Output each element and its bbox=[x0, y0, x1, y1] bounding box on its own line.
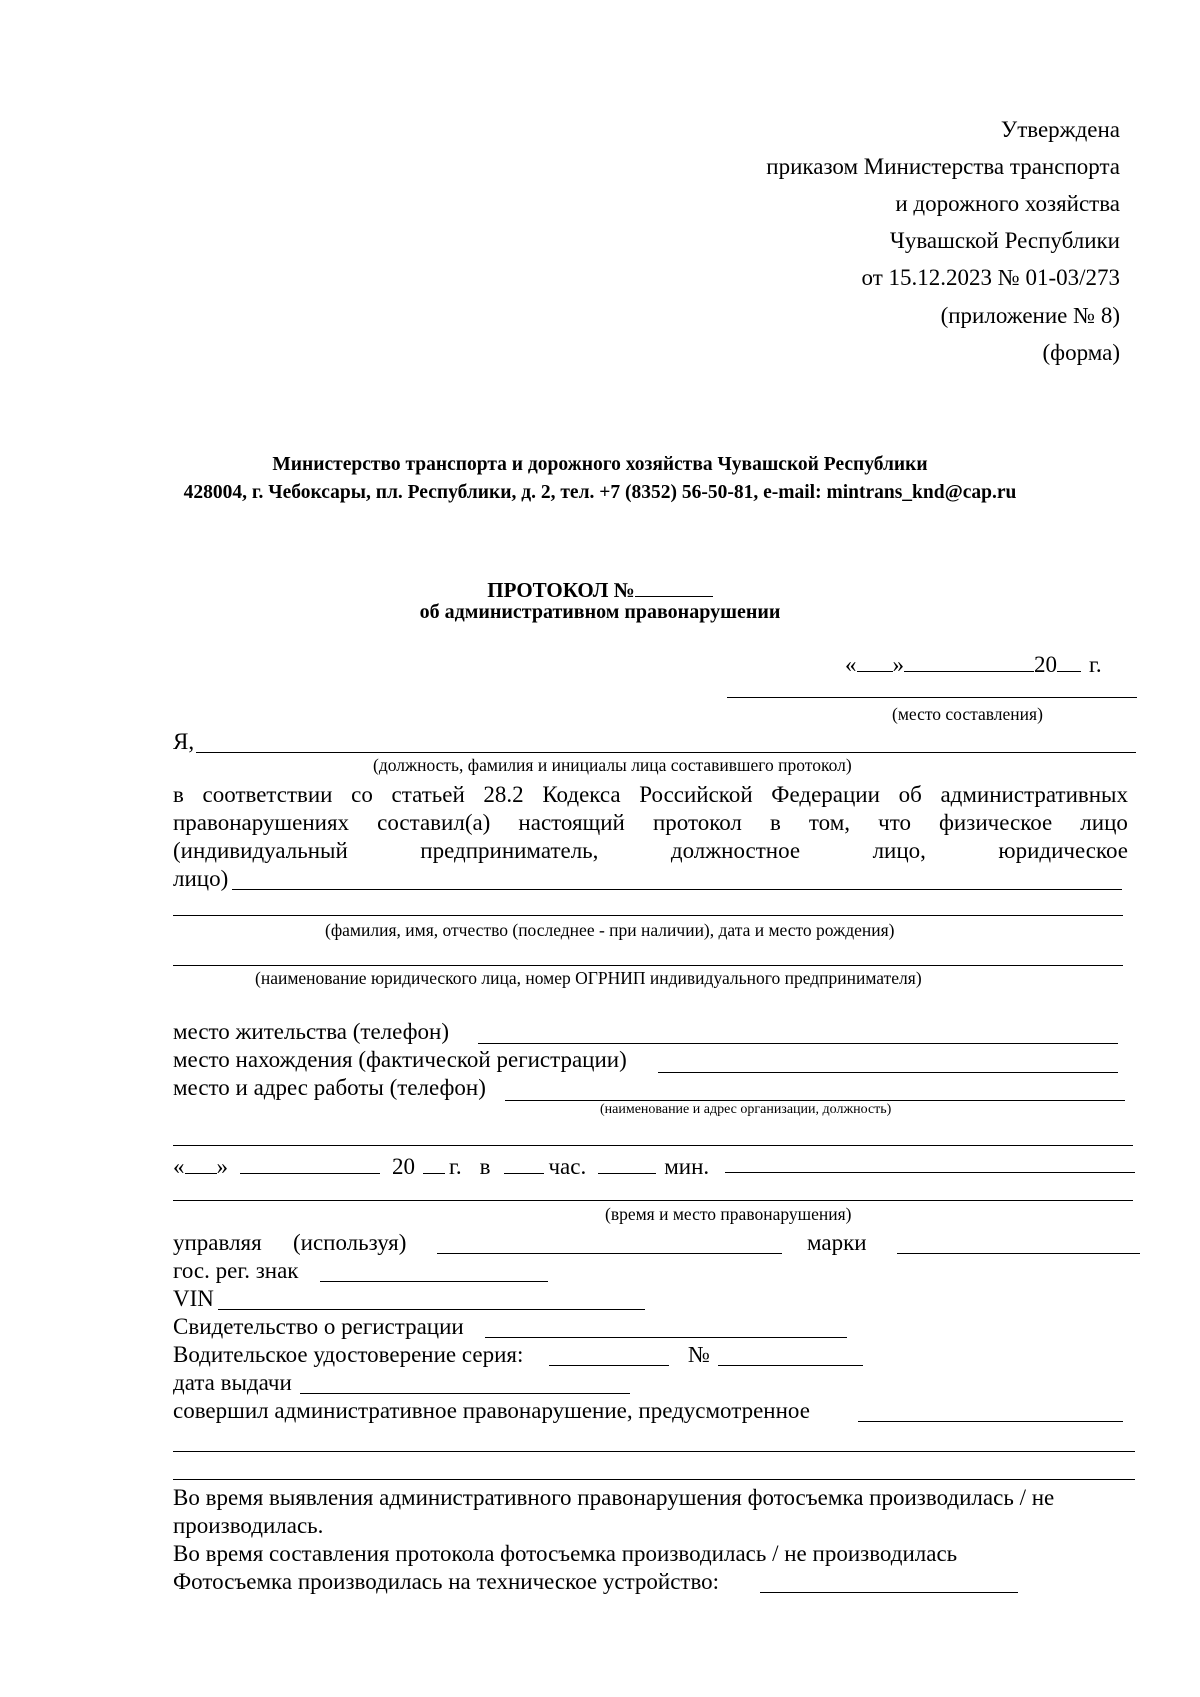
article-field-3[interactable] bbox=[173, 1479, 1135, 1480]
photo-line-2: Во время составления протокола фотосъемка производилась / не производилась bbox=[173, 1541, 958, 1566]
time-month-field[interactable] bbox=[240, 1150, 380, 1174]
date-year-suffix: г. bbox=[1089, 652, 1102, 677]
legal-field[interactable] bbox=[173, 965, 1123, 966]
registration-field[interactable] bbox=[485, 1337, 847, 1338]
time-hour-label: час. bbox=[548, 1154, 587, 1179]
legal-caption: (наименование юридического лица, номер ОГРНИП индивидуального предпринимателя) bbox=[255, 968, 922, 988]
time-place-caption: (время и место правонарушения) bbox=[605, 1204, 852, 1224]
time-quote-open: « bbox=[173, 1154, 185, 1179]
issue-date-field[interactable] bbox=[300, 1393, 630, 1394]
time-place-field[interactable] bbox=[725, 1172, 1135, 1173]
time-v-label: в bbox=[479, 1154, 491, 1179]
protocol-title bbox=[0, 575, 1200, 601]
para-word: что bbox=[878, 810, 911, 835]
para-word: должностное bbox=[670, 838, 801, 863]
photo-line-1: Во время выявления административного правонарушения фотосъемка производилась / не bbox=[173, 1485, 1055, 1510]
para-word: (индивидуальный bbox=[173, 838, 348, 863]
time-hour-field[interactable] bbox=[504, 1150, 544, 1174]
work-extra-field[interactable] bbox=[173, 1145, 1133, 1146]
issue-date-label: дата выдачи bbox=[173, 1370, 292, 1395]
registration-label: Свидетельство о регистрации bbox=[173, 1314, 464, 1339]
license-label: Водительское удостоверение серия: bbox=[173, 1342, 524, 1367]
work-label: место и адрес работы (телефон) bbox=[173, 1075, 486, 1100]
para-word: лицо bbox=[1080, 810, 1128, 835]
work-field[interactable] bbox=[505, 1100, 1125, 1101]
residence-label: место жительства (телефон) bbox=[173, 1019, 449, 1044]
para-word: том, bbox=[808, 810, 851, 835]
time-line bbox=[173, 1150, 709, 1178]
committed-label: совершил административное правонарушение, предусмотренное bbox=[173, 1398, 810, 1423]
article-field[interactable] bbox=[858, 1421, 1123, 1422]
date-month-field[interactable] bbox=[904, 648, 1034, 672]
para-line-1: в соответствии со статьей 28.2 Кодекса Российской Федерации об административных bbox=[173, 782, 1128, 807]
para-word: юридическое bbox=[998, 838, 1128, 863]
para-line-4: лицо) bbox=[173, 866, 229, 891]
date-day-field[interactable] bbox=[857, 648, 893, 672]
vin-label: VIN bbox=[173, 1286, 214, 1311]
vehicle-field[interactable] bbox=[437, 1253, 782, 1254]
location-label: место нахождения (фактической регистрации) bbox=[173, 1047, 627, 1072]
official-field[interactable] bbox=[196, 752, 1136, 753]
para-line-2 bbox=[173, 811, 1128, 834]
approval-line-7: (форма) bbox=[1042, 340, 1120, 365]
para-line-3 bbox=[173, 839, 1128, 862]
approval-line-6: (приложение № 8) bbox=[940, 303, 1120, 328]
license-series-field[interactable] bbox=[549, 1365, 669, 1366]
vin-field[interactable] bbox=[218, 1309, 645, 1310]
protocol-subtitle: об административном правонарушении bbox=[419, 601, 781, 623]
place-caption: (место составления) bbox=[892, 704, 1043, 724]
para-word: лицо, bbox=[872, 838, 926, 863]
place-field[interactable] bbox=[727, 697, 1137, 698]
driving-label: управляя bbox=[173, 1230, 262, 1255]
para-word: предприниматель, bbox=[420, 838, 599, 863]
license-number-field[interactable] bbox=[718, 1365, 863, 1366]
location-field[interactable] bbox=[658, 1072, 1118, 1073]
residence-field[interactable] bbox=[478, 1043, 1118, 1044]
protocol-number-field[interactable] bbox=[635, 575, 713, 597]
article-field-2[interactable] bbox=[173, 1451, 1135, 1452]
org-address: 428004, г. Чебоксары, пл. Республики, д. 2, тел. +7 (8352) 56-50-81, e-mail: mintrans_knd@cap.ru bbox=[183, 482, 1017, 503]
date-quote-open: « bbox=[845, 652, 857, 677]
para-word: в bbox=[769, 810, 781, 835]
approval-line-5: от 15.12.2023 № 01-03/273 bbox=[861, 265, 1120, 290]
person-field[interactable] bbox=[173, 915, 1123, 916]
approval-line-3: и дорожного хозяйства bbox=[895, 191, 1120, 216]
time-year-field[interactable] bbox=[423, 1150, 445, 1174]
time-year-prefix: 20 bbox=[392, 1154, 415, 1179]
photo-device-field[interactable] bbox=[760, 1592, 1018, 1593]
para-word: физическое bbox=[939, 810, 1053, 835]
para-word: правонарушениях bbox=[173, 810, 350, 835]
time-place-field-2[interactable] bbox=[173, 1200, 1133, 1201]
brand-field[interactable] bbox=[897, 1253, 1140, 1254]
photo-line-1b: производилась. bbox=[173, 1513, 324, 1538]
brand-label: марки bbox=[807, 1230, 867, 1255]
time-day-field[interactable] bbox=[185, 1150, 217, 1174]
ya-label: Я, bbox=[173, 729, 195, 754]
date-year-prefix: 20 bbox=[1034, 652, 1057, 677]
license-no-label: № bbox=[688, 1342, 710, 1367]
approval-line-1: Утверждена bbox=[1000, 117, 1120, 142]
time-year-suffix: г. bbox=[449, 1154, 462, 1179]
work-caption: (наименование и адрес организации, должность) bbox=[600, 1102, 892, 1117]
date-year-field[interactable] bbox=[1057, 648, 1081, 672]
org-name: Министерство транспорта и дорожного хозяйства Чувашской Республики bbox=[272, 454, 928, 475]
offender-field[interactable] bbox=[232, 889, 1122, 890]
time-quote-close: » bbox=[216, 1154, 228, 1179]
time-min-field[interactable] bbox=[598, 1150, 656, 1174]
person-caption: (фамилия, имя, отчество (последнее - при наличии), дата и место рождения) bbox=[325, 920, 895, 940]
using-label: (используя) bbox=[293, 1230, 407, 1255]
photo-line-3: Фотосъемка производилась на техническое устройство: bbox=[173, 1569, 720, 1594]
protocol-title-text: ПРОТОКОЛ № bbox=[487, 578, 635, 602]
approval-line-4: Чувашской Республики bbox=[889, 228, 1120, 253]
time-min-label: мин. bbox=[664, 1154, 710, 1179]
approval-line-2: приказом Министерства транспорта bbox=[766, 154, 1120, 179]
official-caption: (должность, фамилия и инициалы лица составившего протокол) bbox=[373, 755, 852, 775]
para-word: протокол bbox=[652, 810, 742, 835]
para-word: настоящий bbox=[518, 810, 625, 835]
para-word: составил(а) bbox=[377, 810, 491, 835]
plate-label: гос. рег. знак bbox=[173, 1258, 299, 1283]
date-line bbox=[845, 648, 1102, 676]
plate-field[interactable] bbox=[320, 1281, 548, 1282]
date-quote-close: » bbox=[892, 652, 904, 677]
